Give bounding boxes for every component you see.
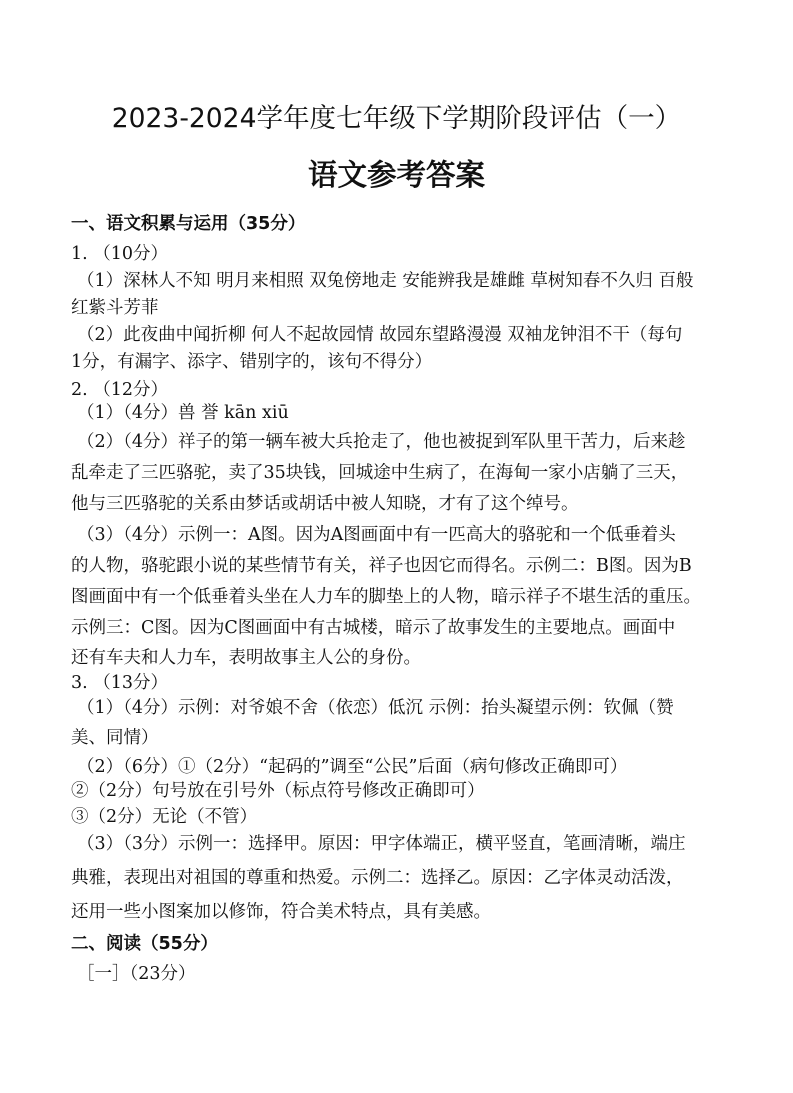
question-3-label: 3. （13分） (71, 673, 169, 693)
q2-part3-line1: （3）（4分）示例一：A图。因为A图画面中有一匹高大的骆驼和一个低垂着头 (77, 525, 676, 545)
q3-part3-line2: 典雅，表现出对祖国的尊重和热爱。示例二：选择乙。原因：乙字体灵动活泼， (71, 868, 684, 888)
q2-part3-line5: 还有车夫和人力车，表明故事主人公的身份。 (71, 648, 421, 668)
q1-part2-line1: （2）此夜曲中闻折柳 何人不起故园情 故园东望路漫漫 双袖龙钟泪不干（每句 (77, 325, 683, 345)
q3-part2-line2: ②（2分）句号放在引号外（标点符号修改正确即可） (71, 781, 485, 801)
section-heading-1: 一、语文积累与运用（35分） (71, 214, 306, 234)
q3-part2-line3: ③（2分）无论（不管） (71, 807, 258, 827)
q3-part1-line1: （1）（4分）示例：对爷娘不舍（依恋）低沉 示例：抬头凝望示例：钦佩（赞 (77, 698, 674, 718)
q1-part1-line1: （1）深林人不知 明月来相照 双兔傍地走 安能辨我是雄雌 草树知春不久归 百般 (77, 271, 694, 291)
q2-part2-line1: （2）（4分）祥子的第一辆车被大兵抢走了，他也被捉到军队里干苦力，后来趁 (77, 432, 686, 452)
q1-part1-line2: 红紫斗芳菲 (71, 298, 159, 318)
q3-part3-line1: （3）（3分）示例一：选择甲。原因：甲字体端正，横平竖直，笔画清晰，端庄 (77, 834, 686, 854)
q3-part2-line1: （2）（6分）①（2分）“起码的”调至“公民”后面（病句修改正确即可） (77, 757, 628, 777)
section-heading-2: 二、阅读（55分） (71, 934, 218, 954)
question-2-label: 2. （12分） (71, 380, 169, 400)
document-subtitle: 语文参考答案 (307, 158, 485, 192)
question-1-label: 1. （10分） (71, 244, 169, 264)
q2-part3-line3: 图画面中有一个低垂着头坐在人力车的脚垫上的人物，暗示祥子不堪生活的重压。 (71, 587, 701, 607)
q2-part2-line2: 乱牵走了三匹骆驼，卖了35块钱，回城途中生病了，在海甸一家小店躺了三天， (71, 463, 689, 483)
section-2-sub-heading: ［一］（23分） (77, 964, 196, 984)
q1-part2-line2: 1分，有漏字、添字、错别字的，该句不得分） (71, 352, 433, 372)
q2-part1: （1）（4分）兽 誉 kān xiū (77, 403, 289, 423)
q2-part2-line3: 他与三匹骆驼的关系由梦话或胡话中被人知晓，才有了这个绰号。 (71, 494, 579, 514)
q2-part3-line2: 的人物，骆驼跟小说的某些情节有关，祥子也因它而得名。示例二：B图。因为B (71, 556, 692, 576)
document-title: 2023-2024学年度七年级下学期阶段评估（一） (111, 103, 682, 134)
q3-part3-line3: 还用一些小图案加以修饰，符合美术特点，具有美感。 (71, 902, 491, 922)
q2-part3-line4: 示例三：C图。因为C图画面中有古城楼，暗示了故事发生的主要地点。画面中 (71, 618, 676, 638)
q3-part1-line2: 美、同情） (71, 728, 159, 748)
